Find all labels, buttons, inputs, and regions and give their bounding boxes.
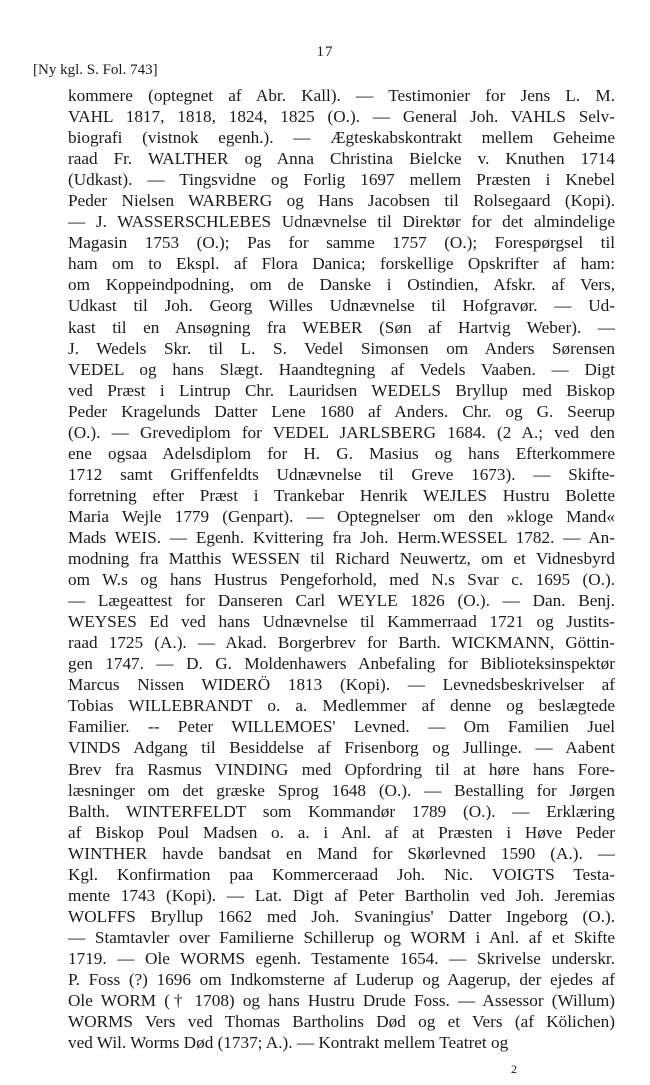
- text-line: (Udkast). — Tingsvidne og Forlig 1697 mellem Præsten i Knebel: [68, 170, 615, 190]
- text-line: Ole WORM († 1708) og hans Hustru Drude Foss. — Assessor (Willum): [68, 991, 615, 1011]
- text-line: læsninger om det græske Sprog 1648 (O.). — Bestalling for Jørgen: [68, 780, 615, 800]
- text-line: af Biskop Poul Madsen o. a. i Anl. af at Præsten i Høve Peder: [68, 822, 615, 842]
- text-line: VAHL 1817, 1818, 1824, 1825 (O.). — General Joh. VAHLS Selv-: [68, 107, 615, 127]
- text-line: Peder Nielsen WARBERG og Hans Jacobsen til Rolsegaard (Kopi).: [68, 191, 615, 211]
- text-line: VEDEL og hans Slægt. Haandtegning af Vedels Vaaben. — Digt: [68, 359, 615, 379]
- shelfmark: [Ny kgl. S. Fol. 743]: [33, 62, 158, 78]
- text-line: ved Wil. Worms Død (1737; A.). — Kontrakt mellem Teatret og: [68, 1033, 509, 1053]
- text-line: — J. WASSERSCHLEBES Udnævnelse til Direktør for det almindelige: [68, 212, 615, 232]
- text-line: Familier. -- Peter WILLEMOES' Levned. — Om Familien Juel: [68, 717, 615, 737]
- text-line: (O.). — Grevediplom for VEDEL JARLSBERG 1684. (2 A.; ved den: [68, 422, 615, 442]
- text-line: raad 1725 (A.). — Akad. Borgerbrev for Barth. WICKMANN, Göttin-: [68, 633, 615, 653]
- page-number: 17: [316, 44, 334, 60]
- text-line: — Stamtavler over Familierne Schillerup og WORM i Anl. af et Skifte: [68, 927, 615, 947]
- text-line: VINDS Adgang til Besiddelse af Frisenborg og Jullinge. — Aabent: [68, 738, 615, 758]
- text-line: 1712 samt Griffenfeldts Udnævnelse til Greve 1673). — Skifte-: [68, 464, 615, 484]
- text-line: mente 1743 (Kopi). — Lat. Digt af Peter Bartholin ved Joh. Jeremias: [68, 885, 615, 905]
- text-line: Mads WEIS. — Egenh. Kvittering fra Joh. Herm.WESSEL 1782. — An-: [68, 527, 615, 547]
- text-line: Marcus Nissen WIDERÖ 1813 (Kopi). — Levnedsbeskrivelser af: [68, 675, 615, 695]
- text-line: Magasin 1753 (O.); Pas for samme 1757 (O.); Forespørgsel til: [68, 233, 615, 253]
- text-line: biografi (vistnok egenh.). — Ægteskabskontrakt mellem Geheime: [68, 128, 615, 148]
- text-line: Brev fra Rasmus VINDING med Opfordring til at høre hans Fore-: [68, 759, 615, 779]
- text-line: Balth. WINTERFELDT som Kommandør 1789 (O.). — Erklæring: [68, 801, 615, 821]
- text-line: Tobias WILLEBRANDT o. a. Medlemmer af denne og beslægtede: [68, 696, 615, 716]
- text-line: WORMS Vers ved Thomas Bartholins Død og et Vers (af Kölichen): [68, 1012, 615, 1032]
- text-line: WOLFFS Bryllup 1662 med Joh. Svaningius' Datter Ingeborg (O.).: [68, 906, 615, 926]
- text-line: om W.s og hans Hustrus Pengeforhold, med N.s Svar c. 1695 (O.).: [68, 570, 615, 590]
- text-line: P. Foss (?) 1696 om Indkomsterne af Luderup og Aagerup, der ejedes af: [68, 969, 615, 989]
- text-line: Udkast til Joh. Georg Willes Udnævnelse til Hofgravør. — Ud-: [68, 296, 615, 316]
- text-line: — Lægeattest for Danseren Carl WEYLE 1826 (O.). — Dan. Benj.: [68, 591, 615, 611]
- text-line: J. Wedels Skr. til L. S. Vedel Simonsen om Anders Sørensen: [68, 338, 615, 358]
- text-line: raad Fr. WALTHER og Anna Christina Bielcke v. Knuthen 1714: [68, 149, 615, 169]
- text-line: Peder Kragelunds Datter Lene 1680 af Anders. Chr. og G. Seerup: [68, 401, 615, 421]
- body-text: [68, 85, 615, 1053]
- text-line: kommere (optegnet af Abr. Kall). — Testimonier for Jens L. M.: [68, 86, 615, 105]
- text-line: ene ogsaa Adelsdiplom for H. G. Masius og hans Efterkommere: [68, 443, 615, 463]
- signature-mark: 2: [511, 1062, 517, 1076]
- text-line: modning fra Matthis WESSEN til Richard Neuwertz, om et Vidnesbyrd: [68, 549, 615, 569]
- text-line: Kgl. Konfirmation paa Kommerceraad Joh. Nic. VOIGTS Testa-: [68, 864, 615, 884]
- text-line: ham om to Ekspl. af Flora Danica; forskellige Opskrifter af ham:: [68, 254, 615, 274]
- text-line: gen 1747. — D. G. Moldenhawers Anbefaling for Biblioteksinspektør: [68, 654, 615, 674]
- text-line: 1719. — Ole WORMS egenh. Testamente 1654. — Skrivelse underskr.: [68, 948, 615, 968]
- text-line: Maria Wejle 1779 (Genpart). — Optegnelser om den »kloge Mand«: [68, 506, 615, 526]
- text-line: ved Præst i Lintrup Chr. Lauridsen WEDELS Bryllup med Biskop: [68, 380, 615, 400]
- text-line: om Koppeindpodning, om de Danske i Ostindien, Afskr. af Vers,: [68, 275, 615, 295]
- text-line: forretning efter Præst i Trankebar Henrik WEJLES Hustru Bolette: [68, 485, 615, 505]
- text-line: WEYSES Ed ved hans Udnævnelse til Kammerraad 1721 og Justits-: [68, 612, 615, 632]
- text-line: WINTHER havde bandsat en Mand for Skørlevned 1590 (A.). —: [68, 843, 615, 863]
- text-line: kast til en Ansøgning fra WEBER (Søn af Hartvig Weber). —: [68, 317, 615, 337]
